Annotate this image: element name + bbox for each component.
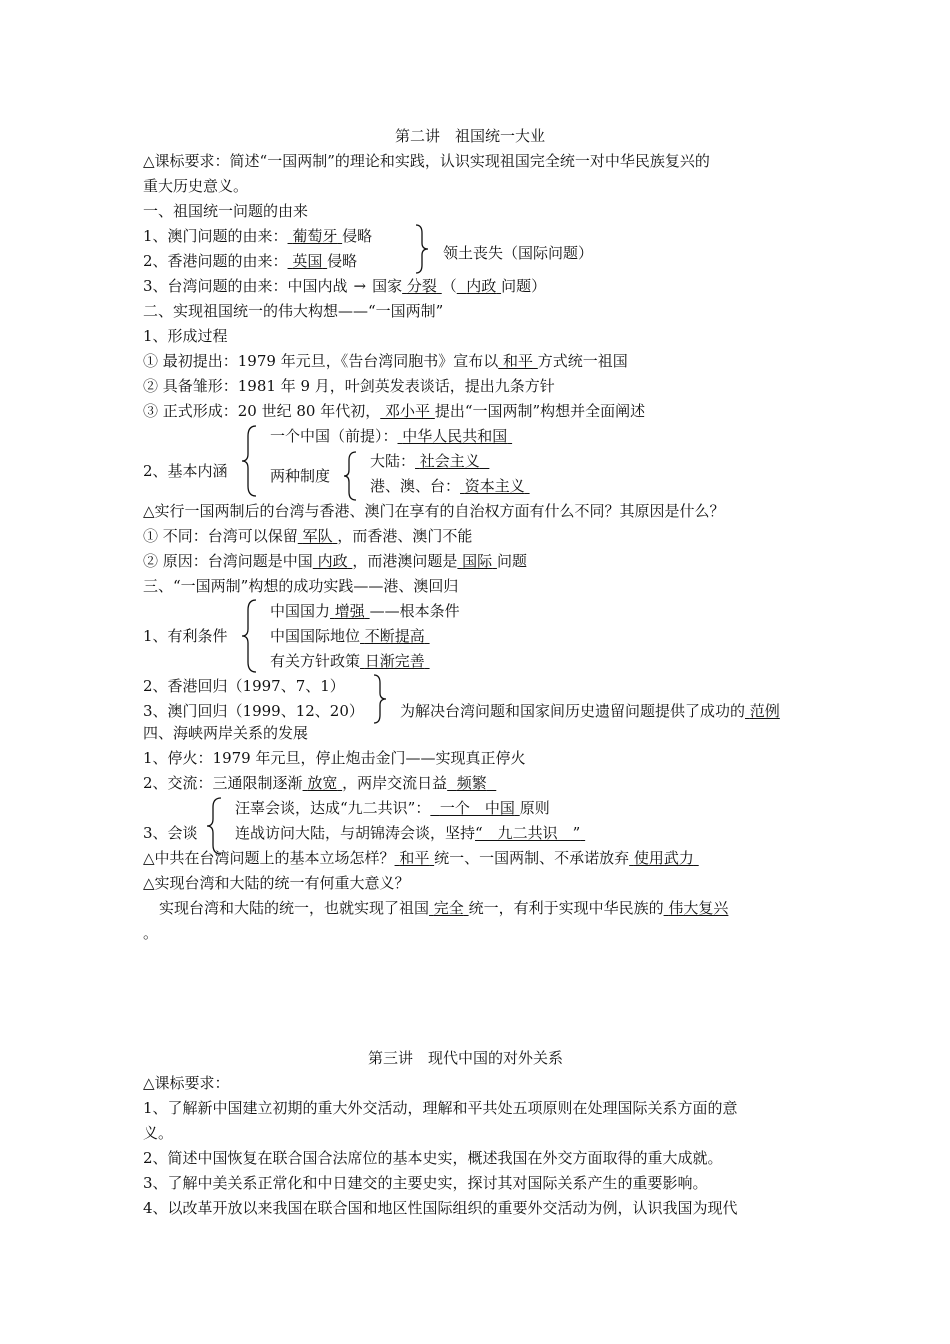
heading-3: 三、“一国两制”构想的成功实践——港、澳回归 bbox=[143, 577, 459, 595]
right-brace-icon bbox=[412, 223, 432, 275]
list-item: ③ 正式形成：20 世纪 80 年代初， 邓小平 提出“一国两制”构想并全面阐述 bbox=[143, 402, 646, 420]
list-item: ② 具备雏形：1981 年 9 月，叶剑英发表谈话，提出九条方针 bbox=[143, 377, 555, 395]
heading-4: 四、海峡两岸关系的发展 bbox=[143, 724, 309, 742]
blank: 葡萄牙 bbox=[292, 227, 338, 245]
question: △实现台湾和大陆的统一有何重大意义？ bbox=[143, 874, 410, 892]
requirement-item: 2、简述中国恢复在联合国合法席位的基本史实，概述我国在外交方面取得的重大成就。 bbox=[143, 1149, 723, 1167]
section-title: 第三讲 现代中国的对外关系 bbox=[368, 1049, 564, 1067]
blank: 日渐完善 bbox=[364, 652, 425, 670]
requirement-text: 重大历史意义。 bbox=[143, 177, 249, 195]
condition: 有关方针政策 日渐完善 bbox=[270, 651, 430, 671]
hk-origin: 2、香港问题的由来： 英国 侵略 bbox=[143, 252, 358, 270]
blank: 分裂 bbox=[406, 277, 437, 295]
heading-1: 一、祖国统一问题的由来 bbox=[143, 202, 309, 220]
blank: 范例 bbox=[749, 702, 780, 720]
answer: 实现台湾和大陆的统一，也就实现了祖国 完全 统一，有利于实现中华民族的 伟大复兴 bbox=[159, 899, 729, 917]
one-china: 一个中国（前提）： 中华人民共和国 bbox=[270, 426, 512, 446]
question: △实行一国两制后的台湾与香港、澳门在享有的自治权方面有什么不同？其原因是什么？ bbox=[143, 502, 725, 520]
macau-origin: 1、澳门问题的由来： 葡萄牙 侵略 bbox=[143, 227, 373, 245]
condition: 中国国际地位 不断提高 bbox=[270, 626, 430, 646]
talk-item: 连战访问大陆，与胡锦涛会谈，坚持“ 九二共识 ” bbox=[235, 823, 585, 843]
list-item: 2、交流：三通限制逐渐 放宽 ，两岸交流日益 频繁 bbox=[143, 773, 496, 793]
subheading: 3、会谈 bbox=[143, 824, 198, 842]
blank: 放宽 bbox=[307, 774, 338, 792]
condition: 中国国力 增强 ——根本条件 bbox=[270, 602, 460, 620]
subheading: 1、形成过程 bbox=[143, 327, 228, 345]
blank: 一个 中国 bbox=[439, 799, 515, 817]
arrow-right-icon: → bbox=[353, 277, 367, 295]
blank: 内政 bbox=[317, 552, 348, 570]
two-systems: 两种制度 bbox=[270, 467, 331, 485]
blank: 社会主义 bbox=[419, 452, 480, 470]
requirement-item: 4、以改革开放以来我国在联合国和地区性国际组织的重要外交活动为例，认识我国为现代 bbox=[143, 1199, 738, 1217]
model-text: 为解决台湾问题和国家间历史遗留问题提供了成功的 范例 bbox=[400, 702, 780, 720]
question: △中共在台湾问题上的基本立场怎样？ 和平 统一、一国两制、不承诺放弃 使用武力 bbox=[143, 848, 699, 868]
left-brace-icon bbox=[240, 424, 260, 498]
left-brace-icon bbox=[205, 796, 225, 856]
hk-return: 2、香港回归（1997、7、1） bbox=[143, 677, 345, 695]
hk-macau-taiwan-system: 港、澳、台： 资本主义 bbox=[370, 476, 530, 496]
blank: 邓小平 bbox=[385, 402, 431, 420]
answer: ② 原因：台湾问题是中国 内政 ，而港澳问题是 国际 问题 bbox=[143, 552, 527, 570]
blank: 频繁 bbox=[456, 774, 487, 792]
macau-return: 3、澳门回归（1999、12、20） bbox=[143, 702, 364, 720]
requirement-item: 3、了解中美关系正常化和中日建交的主要史实，探讨其对国际关系产生的重要影响。 bbox=[143, 1174, 708, 1192]
blank: 英国 bbox=[292, 252, 323, 270]
blank: 增强 bbox=[334, 602, 365, 620]
list-item: ① 最初提出：1979 年元旦，《告台湾同胞书》宣布以 和平 方式统一祖国 bbox=[143, 352, 628, 370]
list-item: 1、停火：1979 年元旦，停止炮击金门——实现真正停火 bbox=[143, 749, 526, 767]
blank: 中华人民共和国 bbox=[402, 427, 508, 445]
right-brace-icon bbox=[370, 673, 390, 725]
blank: 军队 bbox=[302, 527, 333, 545]
blank: 国际 bbox=[462, 552, 493, 570]
requirement-heading: △课标要求： bbox=[143, 1074, 230, 1092]
blank: 和平 bbox=[399, 849, 430, 867]
left-brace-icon bbox=[342, 450, 360, 502]
blank: 完全 bbox=[433, 899, 464, 917]
subheading: 1、有利条件 bbox=[143, 627, 228, 645]
heading-2: 二、实现祖国统一的伟大构想——“一国两制” bbox=[143, 302, 444, 320]
requirement-item: 义。 bbox=[143, 1124, 174, 1142]
blank: “ 九二共识 ” bbox=[475, 824, 581, 842]
blank: 使用武力 bbox=[633, 849, 694, 867]
talk-item: 汪辜会谈，达成“九二共识”： 一个 中国 原则 bbox=[235, 799, 550, 817]
blank: 不断提高 bbox=[364, 627, 425, 645]
requirement-item: 1、了解新中国建立初期的重大外交活动，理解和平共处五项原则在处理国际关系方面的意 bbox=[143, 1099, 738, 1117]
blank: 资本主义 bbox=[464, 477, 525, 495]
left-brace-icon bbox=[240, 598, 260, 674]
section-title: 第二讲 祖国统一大业 bbox=[395, 127, 546, 145]
requirement-text: △课标要求：简述“一国两制”的理论和实践，认识实现祖国完全统一对中华民族复兴的 bbox=[143, 152, 710, 170]
blank: 内政 bbox=[466, 277, 497, 295]
answer-end: 。 bbox=[143, 924, 159, 942]
mainland-system: 大陆： 社会主义 bbox=[370, 451, 489, 471]
blank: 伟大复兴 bbox=[668, 899, 729, 917]
taiwan-origin: 3、台湾问题的由来：中国内战 → 国家 分裂 （ 内政 问题） bbox=[143, 277, 547, 295]
blank: 和平 bbox=[503, 352, 534, 370]
territory-loss: 领土丧失（国际问题） bbox=[443, 244, 594, 262]
subheading: 2、基本内涵 bbox=[143, 462, 228, 480]
answer: ① 不同：台湾可以保留 军队 ，而香港、澳门不能 bbox=[143, 527, 473, 545]
